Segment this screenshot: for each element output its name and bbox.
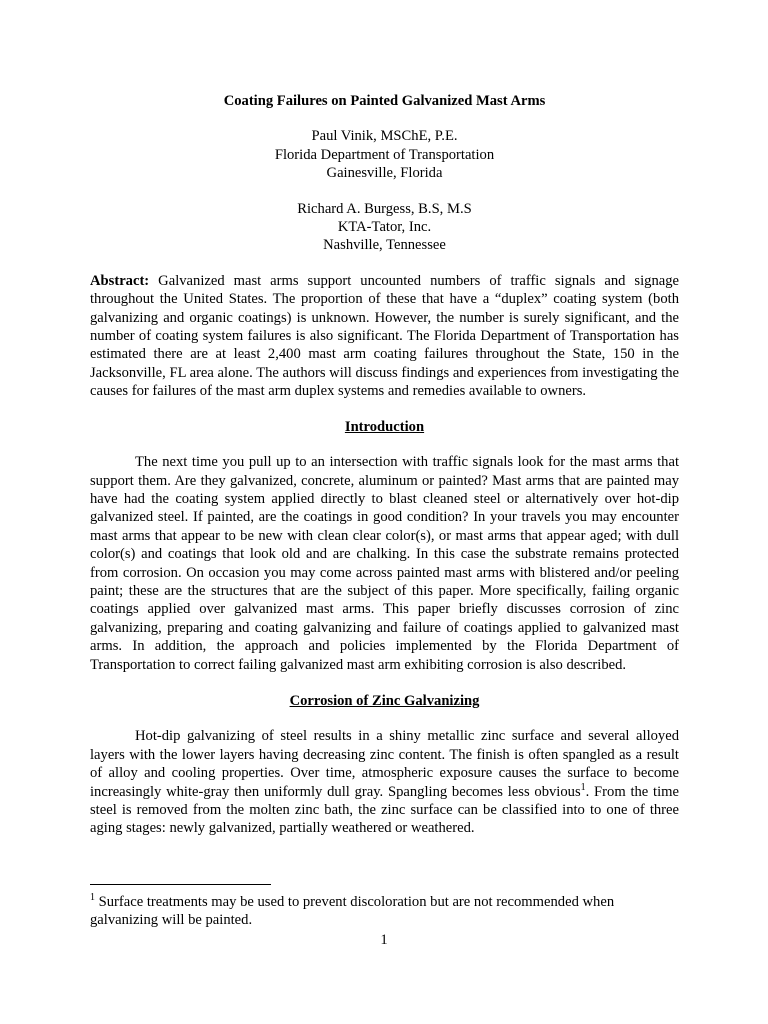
- author-location: Gainesville, Florida: [326, 165, 443, 182]
- section-heading-corrosion: Corrosion of Zinc Galvanizing: [289, 692, 480, 709]
- footnote-marker: 1: [90, 892, 95, 904]
- footnote-reference[interactable]: 1: [580, 781, 586, 793]
- paper-title: Coating Failures on Painted Galvanized Mast Arms: [223, 93, 546, 109]
- abstract-text: Galvanized mast arms support uncounted numbers of traffic signals and signage throughout the United States. The proportion of these that have a “duplex” coating system (both galvanizing and organic coatings) is unknown. However, the number is surely significant, and the number of coating system failures is also significant. The Florida Department of Transportation has estimated there are at least 2,400 mast arm coating failures throughout the State, 150 in the Jacksonville, FL area alone. The authors will discuss findings and experiences from investigating the causes for failures of the mast arm duplex systems and remedies available to owners.: [90, 272, 680, 400]
- author-block: [90, 127, 679, 182]
- abstract-label: Abstract:: [90, 272, 150, 289]
- author-organization: KTA-Tator, Inc.: [337, 219, 432, 236]
- author-name: Paul Vinik, MSChE, P.E.: [311, 128, 458, 145]
- introduction-paragraph: The next time you pull up to an intersection with traffic signals look for the mast arms that support them. Are they galvanized, concrete, aluminum or painted? Mast arms that are painted may have had the coating system applied directly to blast cleaned steel or alternatively over hot-dip galvanized steel. If painted, are the coatings in good condition? In your travels you may encounter mast arms that appear to be new with clean clear color(s), or mast arms that appear aged; with dull color(s) and coatings that look old and are chalking. In this case the substrate remains protected from corrosion. On occasion you may come across painted mast arms with blistered and/or peeling paint; these are the structures that are the subject of this paper. More specifically, failing organic coatings applied over galvanized mast arms. This paper briefly discusses corrosion of zinc galvanizing, preparing and coating galvanizing and failure of coatings applied to galvanized mast arms. In addition, the approach and policies implemented by the Florida Department of Transportation to correct failing galvanized mast arm exhibiting corrosion is also described.: [90, 454, 679, 673]
- author-location: Nashville, Tennessee: [323, 237, 446, 254]
- corrosion-text-part-2: . From the time steel is removed from the molten zinc bath, the zinc surface can be classified into to one of three aging stages: newly galvanized, partially weathered or weathered.: [90, 783, 679, 837]
- footnote: [90, 893, 679, 930]
- corrosion-paragraph: [90, 727, 679, 837]
- footnote-divider: [90, 884, 271, 885]
- abstract-paragraph: [90, 272, 679, 401]
- author-organization: Florida Department of Transportation: [274, 146, 495, 163]
- footnote-text: Surface treatments may be used to prevent discoloration but are not recommended when galvanizing will be painted.: [90, 894, 615, 929]
- author-name: Richard A. Burgess, B.S, M.S: [297, 200, 472, 217]
- corrosion-text-part-1: Hot-dip galvanizing of steel results in a shiny metallic zinc surface and several alloyed layers with the lower layers having decreasing zinc content. The finish is often spangled as a result of alloy and cooling properties. Over time, atmospheric exposure causes the surface to become increasingly white-gray then uniformly dull gray. Spangling becomes less obvious: [90, 728, 679, 800]
- page-number: 1: [380, 932, 388, 948]
- page-content: [90, 92, 679, 838]
- author-block: [90, 200, 679, 255]
- section-heading-introduction: Introduction: [344, 418, 425, 435]
